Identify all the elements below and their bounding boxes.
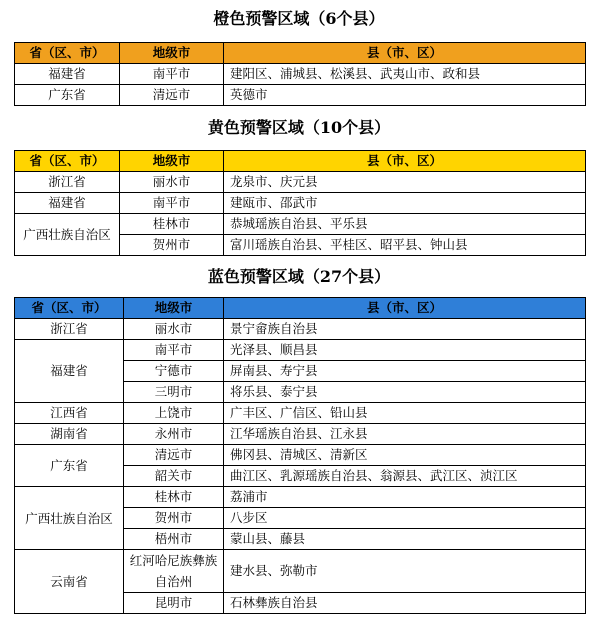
county-cell: 江华瑶族自治县、江永县 — [224, 424, 586, 445]
orange-warning-table — [14, 42, 586, 106]
province-cell: 广东省 — [15, 445, 124, 487]
header-county: 县（市、区） — [224, 151, 586, 172]
table-row — [15, 85, 586, 106]
city-cell: 清远市 — [120, 85, 224, 106]
header-province: 省（区、市） — [15, 298, 124, 319]
county-cell: 蒙山县、藤县 — [224, 529, 586, 550]
county-cell: 光泽县、顺昌县 — [224, 340, 586, 361]
table-row — [15, 403, 586, 424]
county-cell: 建瓯市、邵武市 — [224, 193, 586, 214]
city-cell: 红河哈尼族彝族自治州 — [124, 550, 224, 593]
city-cell: 永州市 — [124, 424, 224, 445]
county-cell: 屏南县、寿宁县 — [224, 361, 586, 382]
province-cell: 福建省 — [15, 64, 120, 85]
county-cell: 八步区 — [224, 508, 586, 529]
province-cell: 广东省 — [15, 85, 120, 106]
city-cell: 宁德市 — [124, 361, 224, 382]
province-cell: 福建省 — [15, 193, 120, 214]
province-cell: 福建省 — [15, 340, 124, 403]
table-row — [15, 487, 586, 508]
table-header-row — [15, 151, 586, 172]
city-cell: 南平市 — [120, 193, 224, 214]
county-cell: 恭城瑶族自治县、平乐县 — [224, 214, 586, 235]
city-cell: 南平市 — [120, 64, 224, 85]
city-cell: 丽水市 — [124, 319, 224, 340]
county-cell: 石林彝族自治县 — [224, 593, 586, 614]
table-row — [15, 64, 586, 85]
yellow-warning-table — [14, 150, 586, 256]
header-city: 地级市 — [120, 151, 224, 172]
province-cell: 云南省 — [15, 550, 124, 614]
table-header-row — [15, 43, 586, 64]
header-county: 县（市、区） — [224, 298, 586, 319]
county-cell: 富川瑶族自治县、平桂区、昭平县、钟山县 — [224, 235, 586, 256]
county-cell: 荔浦市 — [224, 487, 586, 508]
county-cell: 建阳区、浦城县、松溪县、武夷山市、政和县 — [224, 64, 586, 85]
city-cell: 桂林市 — [120, 214, 224, 235]
table-row — [15, 214, 586, 235]
county-cell: 英德市 — [224, 85, 586, 106]
county-cell: 龙泉市、庆元县 — [224, 172, 586, 193]
city-cell: 丽水市 — [120, 172, 224, 193]
city-cell: 上饶市 — [124, 403, 224, 424]
county-cell: 佛冈县、清城区、清新区 — [224, 445, 586, 466]
county-cell: 广丰区、广信区、铅山县 — [224, 403, 586, 424]
province-cell: 广西壮族自治区 — [15, 487, 124, 550]
county-cell: 建水县、弥勒市 — [224, 550, 586, 593]
table-row — [15, 445, 586, 466]
county-cell: 景宁畲族自治县 — [224, 319, 586, 340]
table-row — [15, 550, 586, 593]
header-city: 地级市 — [120, 43, 224, 64]
province-cell: 江西省 — [15, 403, 124, 424]
header-province: 省（区、市） — [15, 43, 120, 64]
city-cell: 三明市 — [124, 382, 224, 403]
blue-warning-title: 蓝色预警区域（27个县） — [207, 267, 391, 286]
city-cell: 昆明市 — [124, 593, 224, 614]
province-cell: 广西壮族自治区 — [15, 214, 120, 256]
city-cell: 南平市 — [124, 340, 224, 361]
table-row — [15, 193, 586, 214]
city-cell: 贺州市 — [124, 508, 224, 529]
province-cell: 湖南省 — [15, 424, 124, 445]
table-header-row — [15, 298, 586, 319]
table-row — [15, 319, 586, 340]
city-cell: 韶关市 — [124, 466, 224, 487]
table-row — [15, 172, 586, 193]
county-cell: 将乐县、泰宁县 — [224, 382, 586, 403]
header-county: 县（市、区） — [224, 43, 586, 64]
county-cell: 曲江区、乳源瑶族自治县、翁源县、武江区、浈江区 — [224, 466, 586, 487]
blue-warning-table — [14, 297, 586, 614]
province-cell: 浙江省 — [15, 172, 120, 193]
city-cell: 梧州市 — [124, 529, 224, 550]
header-city: 地级市 — [124, 298, 224, 319]
table-row — [15, 340, 586, 361]
province-cell: 浙江省 — [15, 319, 124, 340]
orange-warning-title: 橙色预警区域（6个县） — [213, 9, 385, 28]
city-cell: 贺州市 — [120, 235, 224, 256]
city-cell: 清远市 — [124, 445, 224, 466]
header-province: 省（区、市） — [15, 151, 120, 172]
yellow-warning-title: 黄色预警区域（10个县） — [207, 118, 391, 137]
table-row — [15, 424, 586, 445]
city-cell: 桂林市 — [124, 487, 224, 508]
